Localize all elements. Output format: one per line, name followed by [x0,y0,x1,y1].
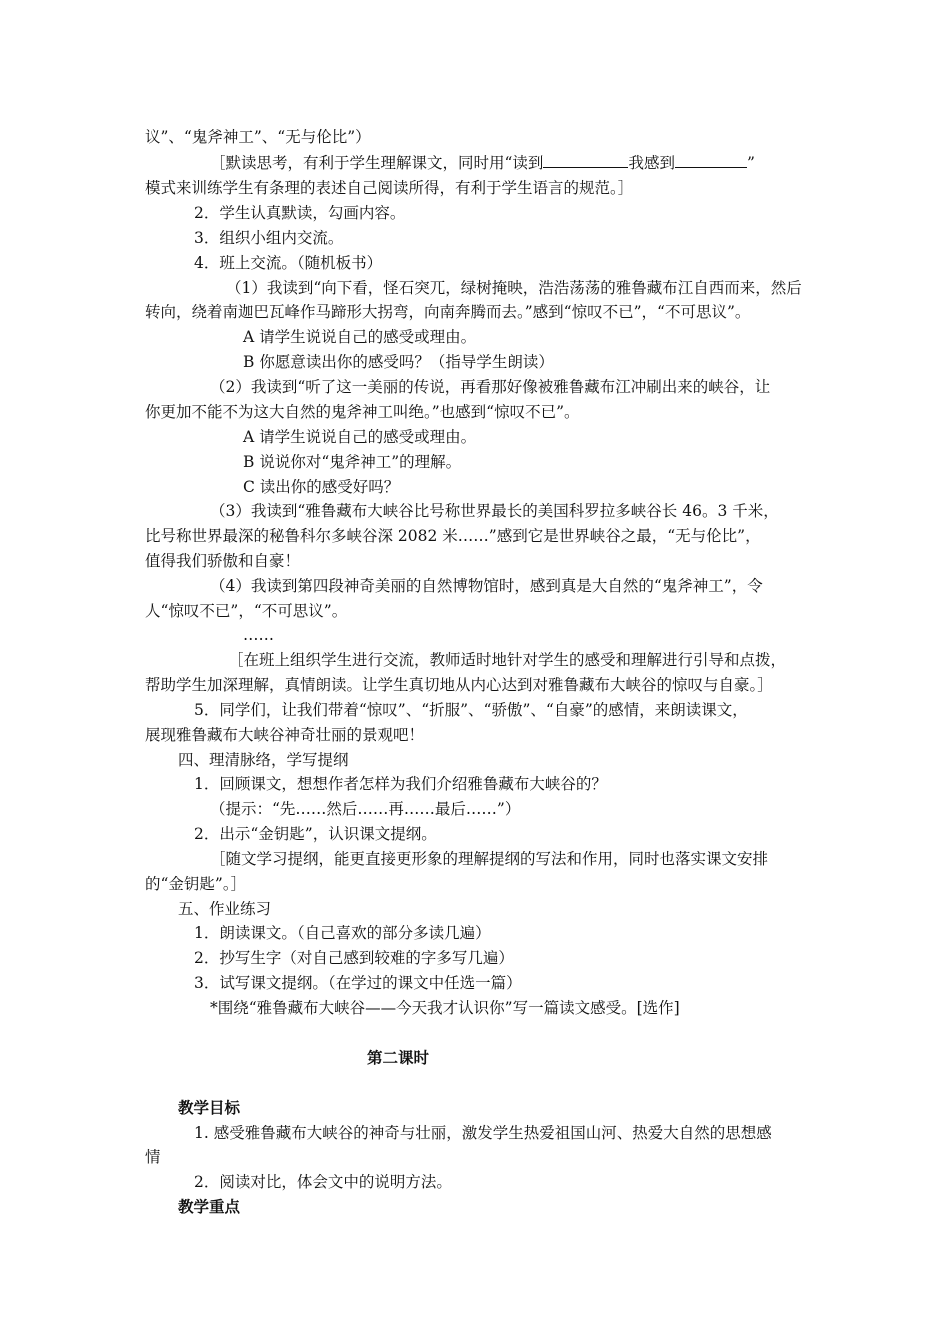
fill-blank [675,153,747,168]
text-line: 值得我们骄傲和自豪！ [145,552,301,570]
text-line: 转向，绕着南迦巴瓦峰作马蹄形大拐弯，向南奔腾而去。”感到“惊叹不已”，“不可思议”。 [145,303,751,321]
text-line: 议”、“鬼斧神工”、“无与伦比”） [145,128,371,146]
text-line: ［在班上组织学生进行交流，教师适时地针对学生的感受和理解进行引导和点拨， [228,651,787,669]
list-item: A 请学生说说自己的感受或理由。 [243,328,477,346]
text-line: （1）我读到“向下看，怪石突兀，绿树掩映，浩浩荡荡的雅鲁藏布江自西而来，然后 [226,279,802,297]
text-line: （2）我读到“听了这一美丽的传说，再看那好像被雅鲁藏布江冲刷出来的峡谷，让 [210,378,771,396]
text-line: *围绕“雅鲁藏布大峡谷——今天我才认识你”写一篇读文感受。[选作] [210,999,680,1017]
list-item: 2．抄写生字（对自己感到较难的字多写几遍） [194,949,514,967]
text-line: 比号称世界最深的秘鲁科尔多峡谷深 2082 米……”感到它是世界峡谷之最，“无与伦比”， [145,527,761,545]
list-item: B 你愿意读出你的感受吗？（指导学生朗读） [243,353,554,371]
text-line: 模式来训练学生有条理的表述自己阅读所得，有利于学生语言的规范。］ [145,179,634,197]
text-line: 人“惊叹不已”，“不可思议”。 [145,602,348,620]
section-heading: 四、理清脉络，学写提纲 [178,751,349,769]
list-item: 1．回顾课文，想想作者怎样为我们介绍雅鲁藏布大峡谷的？ [194,775,607,793]
text-line: （提示：“先……然后……再……最后……”） [210,800,521,818]
lesson-title: 第二课时 [367,1048,430,1067]
section-heading: 教学重点 [178,1197,241,1216]
text-span: ” [746,154,755,172]
list-item: B 说说你对“鬼斧神工”的理解。 [243,453,462,471]
section-heading: 五、作业练习 [178,900,272,918]
list-item: C 读出你的感受好吗？ [243,478,400,496]
text-span: 我感到 [628,154,675,172]
text-line: （3）我读到“雅鲁藏布大峡谷比号称世界最长的美国科罗拉多峡谷长 46。3 千米， [210,502,779,520]
text-line: 5．同学们，让我们带着“惊叹”、“折服”、“骄傲”、“自豪”的感情，来朗读课文， [194,701,748,719]
fill-blank [543,153,628,168]
text-line: 情 [145,1148,161,1166]
list-item: 4．班上交流。（随机板书） [194,254,383,272]
list-item: A 请学生说说自己的感受或理由。 [243,428,477,446]
text-line: ［随文学习提纲，能更直接更形象的理解提纲的写法和作用，同时也落实课文安排 [210,850,769,868]
ellipsis: …… [243,626,274,644]
text-line: （4）我读到第四段神奇美丽的自然博物馆时，感到真是大自然的“鬼斧神工”，令 [210,577,763,595]
list-item: 1．朗读课文。（自己喜欢的部分多读几遍） [194,924,491,942]
text-line: 帮助学生加深理解，真情朗读。让学生真切地从内心达到对雅鲁藏布大峡谷的惊叹与自豪。］ [145,676,773,694]
text-line: 展现雅鲁藏布大峡谷神奇壮丽的景观吧！ [145,726,425,744]
text-span: ［默读思考，有利于学生理解课文，同时用“读到 [210,154,544,172]
list-item: 1. 感受雅鲁藏布大峡谷的神奇与壮丽，激发学生热爱祖国山河、热爱大自然的思想感 [194,1124,772,1142]
section-heading: 教学目标 [178,1098,241,1117]
list-item: 3．组织小组内交流。 [194,229,344,247]
list-item: 3．试写课文提纲。（在学过的课文中任选一篇） [194,974,522,992]
list-item: 2．学生认真默读，勾画内容。 [194,204,406,222]
list-item: 2．阅读对比，体会文中的说明方法。 [194,1173,452,1191]
list-item: 2．出示“金钥匙”，认识课文提纲。 [194,825,437,843]
text-line: 你更加不能不为这大自然的鬼斧神工叫绝。”也感到“惊叹不已”。 [145,403,580,421]
text-line [210,152,755,174]
text-line: 的“金钥匙”。］ [145,875,247,893]
